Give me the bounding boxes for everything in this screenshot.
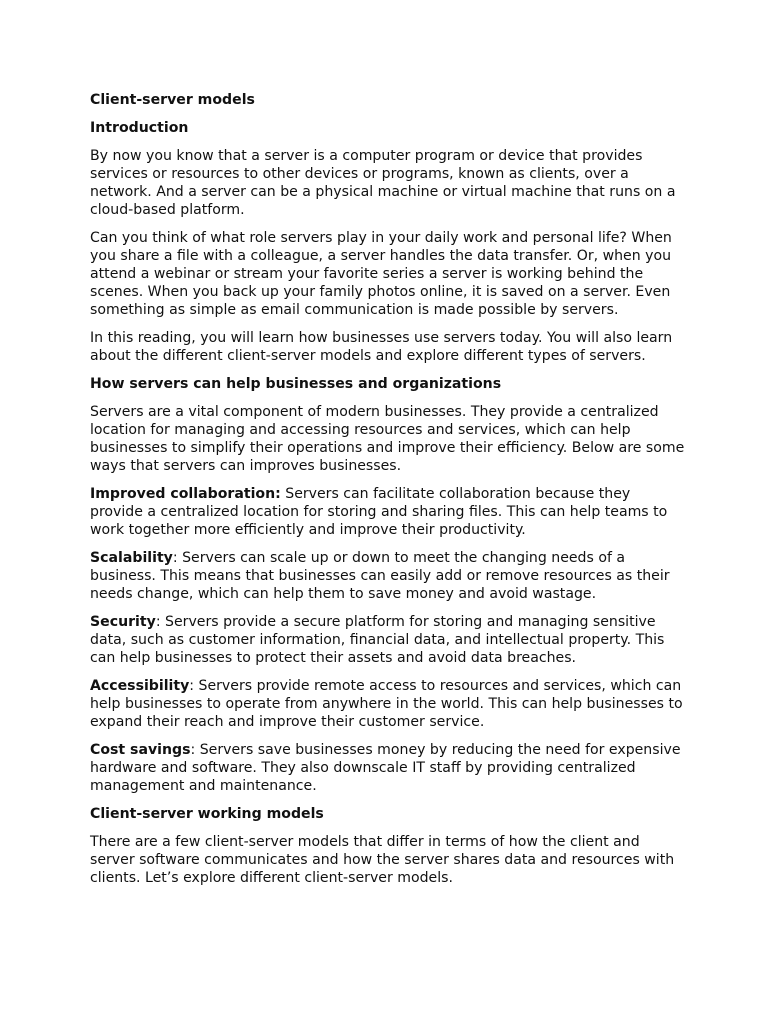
- benefit-item-cost-savings: [90, 741, 685, 795]
- benefit-term: Scalability: [90, 550, 173, 566]
- benefit-description: : Servers save businesses money by reducing the need for expensive hardware and software. They also downscale IT staff by providing centralized management and maintenance.: [90, 742, 681, 794]
- intro-paragraph: Can you think of what role servers play in your daily work and personal life? When you share a file with a colleague, a server handles the data transfer. Or, when you attend a webinar or stream your favorite series a server is working behind the scenes. When you back up your family photos online, it is saved on a server. Even something as simple as email communication is made possible by servers.: [90, 230, 672, 318]
- benefit-term: Improved collaboration:: [90, 486, 281, 502]
- section-heading-models: Client-server working models: [90, 806, 324, 822]
- models-intro-paragraph: There are a few client-server models that differ in terms of how the client and server software communicates and how the server shares data and resources with clients. Let’s explore different client-server models.: [90, 834, 675, 886]
- document-title: Client-server models: [90, 92, 255, 108]
- section-heading-benefits: How servers can help businesses and organizations: [90, 376, 502, 392]
- benefits-intro-paragraph: Servers are a vital component of modern businesses. They provide a centralized location for managing and accessing resources and services, which can help businesses to simplify their operations and improve their efficiency. Below are some ways that servers can improves businesses.: [90, 404, 685, 474]
- benefit-item-scalability: [90, 549, 685, 603]
- benefit-description: : Servers can scale up or down to meet the changing needs of a business. This means that businesses can easily add or remove resources as their needs change, which can help them to save money and avoid wastage.: [90, 550, 670, 602]
- benefit-term: Accessibility: [90, 678, 190, 694]
- benefit-term: Cost savings: [90, 742, 191, 758]
- benefit-item-accessibility: [90, 677, 685, 731]
- benefit-item-collaboration: [90, 485, 685, 539]
- document-page: [90, 91, 685, 897]
- section-heading-introduction: Introduction: [90, 120, 189, 136]
- intro-paragraph: By now you know that a server is a computer program or device that provides services or resources to other devices or programs, known as clients, over a network. And a server can be a physical machine or virtual machine that runs on a cloud-based platform.: [90, 148, 676, 218]
- benefit-term: Security: [90, 614, 156, 630]
- benefit-description: : Servers provide remote access to resources and services, which can help businesses to operate from anywhere in the world. This can help businesses to expand their reach and improve their customer service.: [90, 678, 683, 730]
- benefit-description: Servers can facilitate collaboration because they provide a centralized location for storing and sharing files. This can help teams to work together more efficiently and improve their productivity.: [90, 486, 668, 538]
- benefit-item-security: [90, 613, 685, 667]
- benefit-description: : Servers provide a secure platform for storing and managing sensitive data, such as customer information, financial data, and intellectual property. This can help businesses to protect their assets and avoid data breaches.: [90, 614, 665, 666]
- intro-paragraph: In this reading, you will learn how businesses use servers today. You will also learn about the different client-server models and explore different types of servers.: [90, 330, 673, 364]
